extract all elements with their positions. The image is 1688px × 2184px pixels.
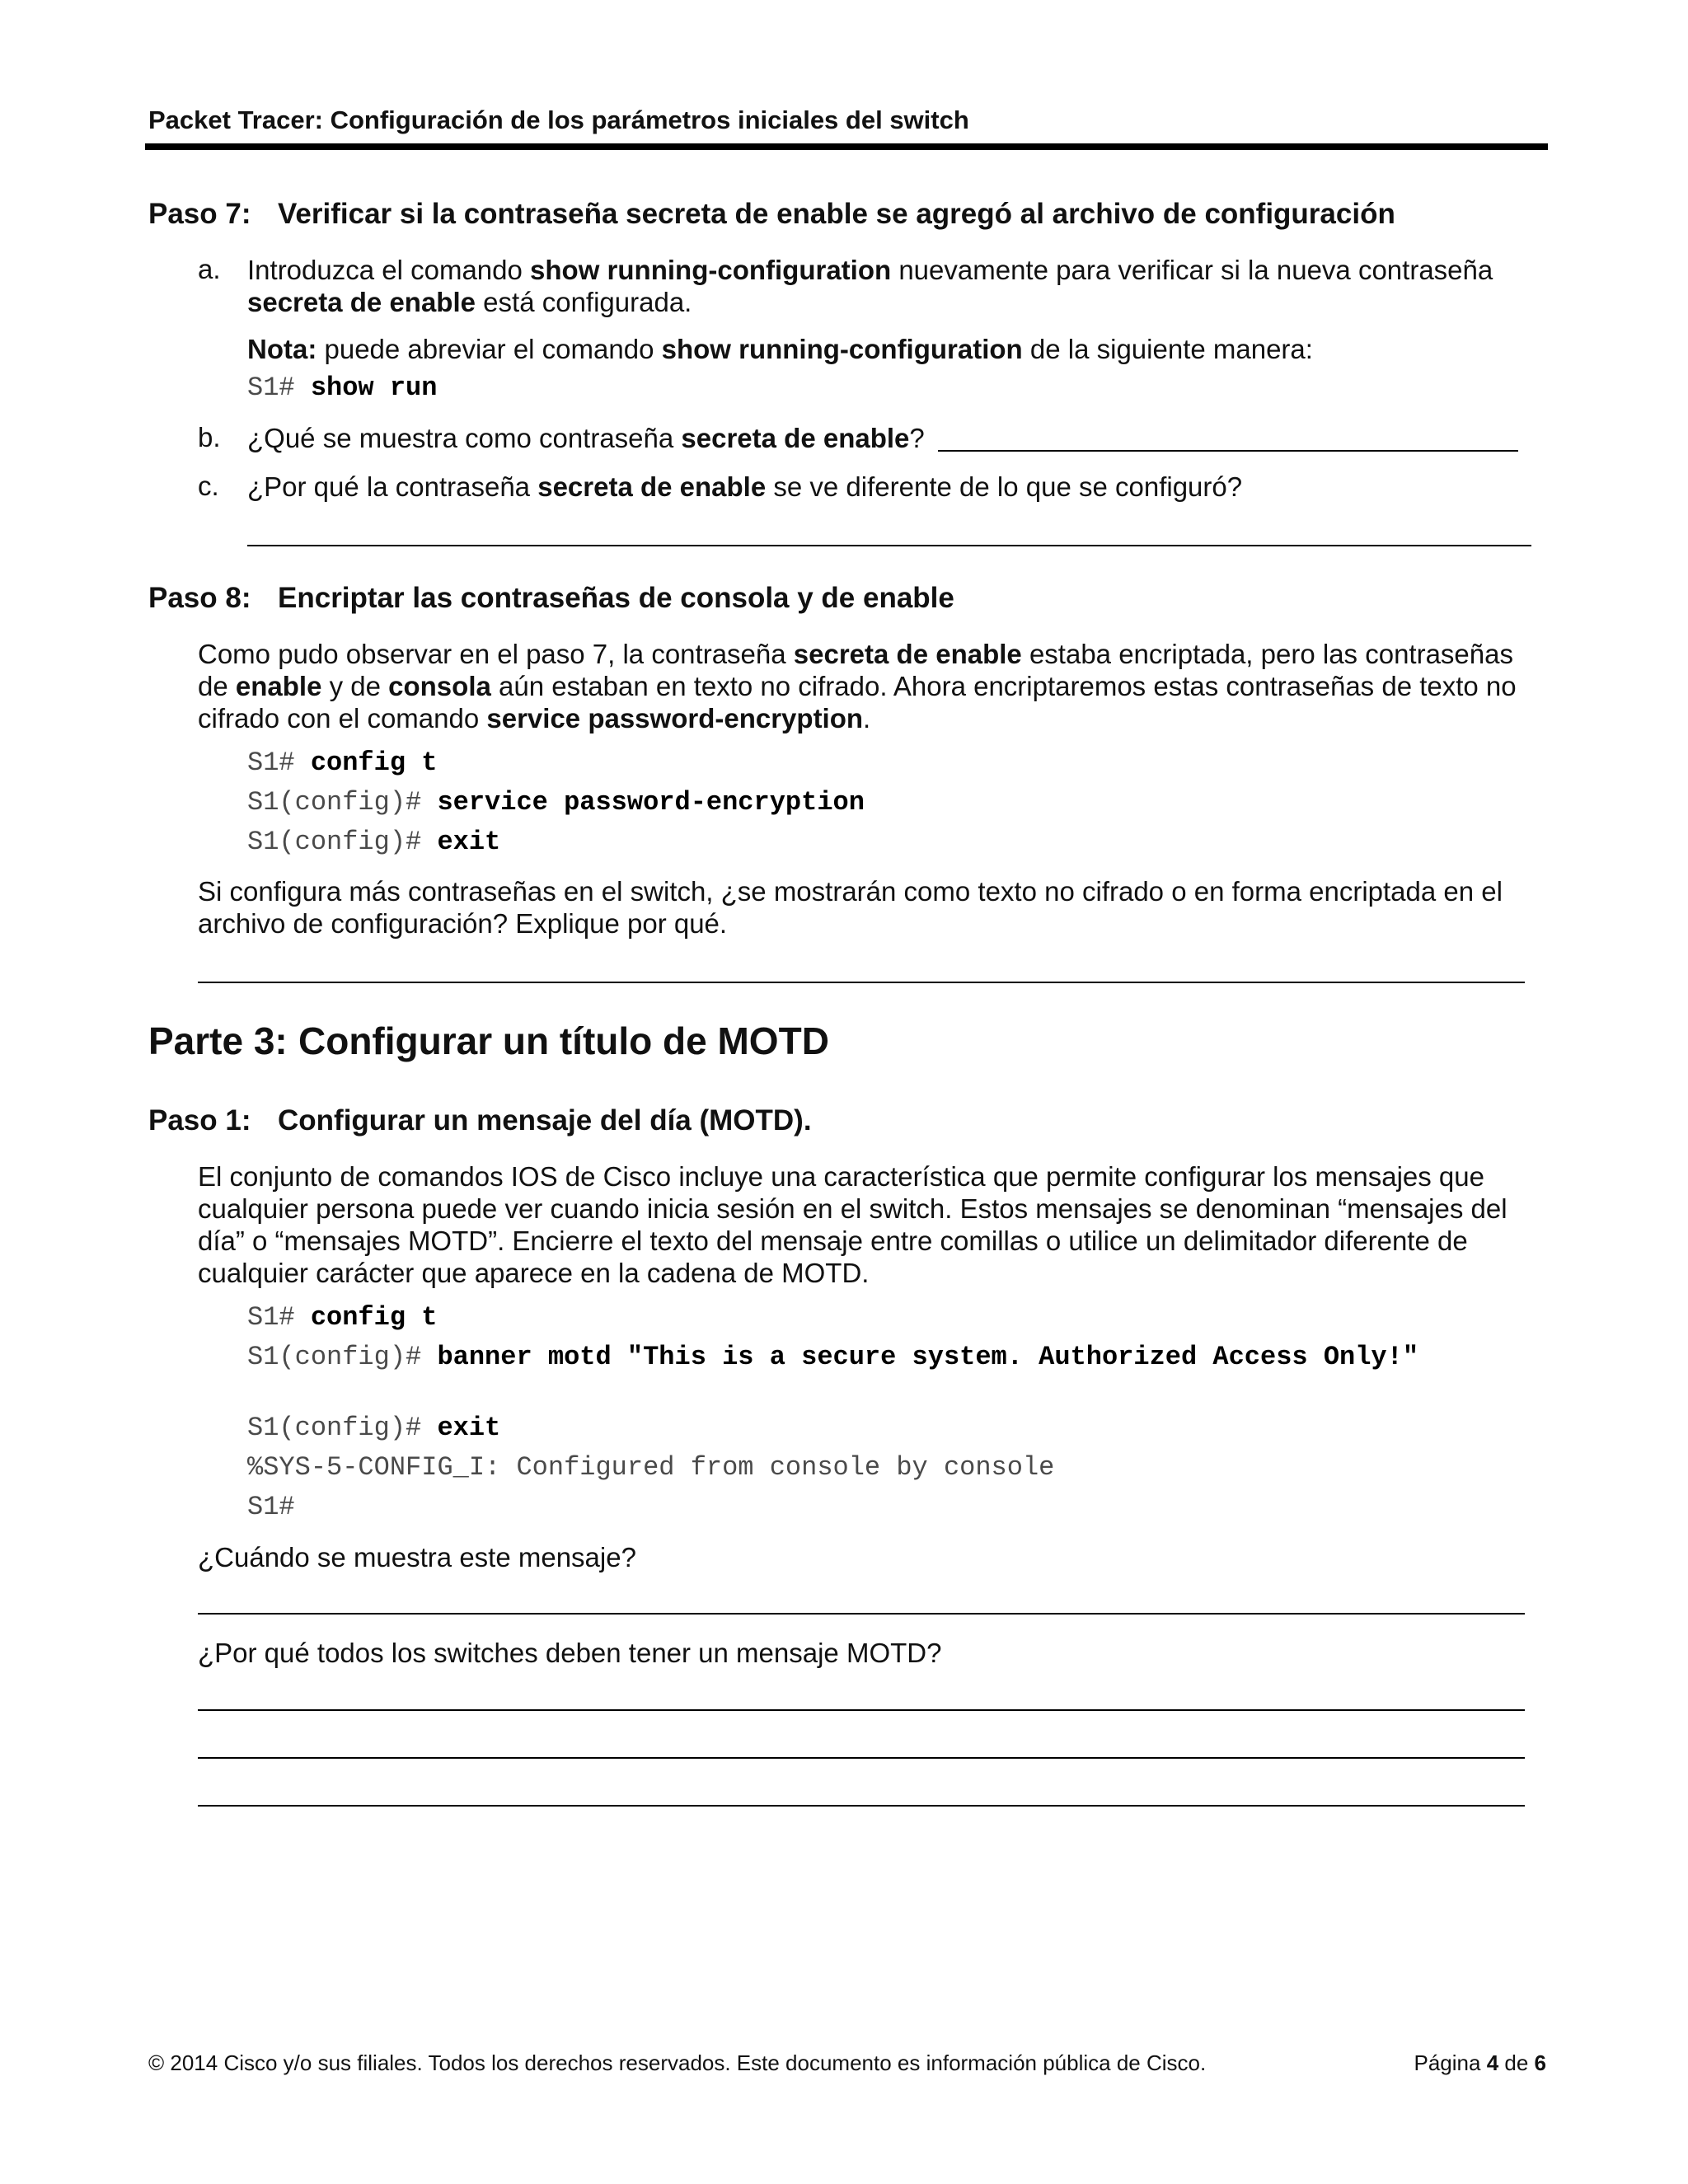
- paso8-heading: [148, 582, 954, 615]
- header-rule: [145, 143, 1548, 150]
- item-b-letter: b.: [198, 422, 221, 452]
- paso8-question: Si configura más contraseñas en el switch, ¿se mostrarán como texto no cifrado o en forma encriptada en el archivo de configuración? Explique por qué.: [198, 876, 1503, 939]
- paso1-heading: [148, 1104, 812, 1137]
- page-header: Packet Tracer: Configuración de los parámetros iniciales del switch: [148, 105, 969, 134]
- cmd-exit: S1(config)# exit: [247, 827, 501, 857]
- console-output: %SYS-5-CONFIG_I: Configured from console by console: [247, 1452, 1055, 1483]
- footer-copyright: © 2014 Cisco y/o sus filiales. Todos los derechos reservados. Este documento es información pública de Cisco.: [148, 2050, 1207, 2075]
- paso7-title: Verificar si la contraseña secreta de enable se agregó al archivo de configuración: [278, 198, 1395, 230]
- parte3-title: Configurar un título de MOTD: [298, 1019, 829, 1062]
- paso7-number: Paso 7:: [148, 198, 251, 230]
- console-prompt: S1#: [247, 1492, 295, 1522]
- note-text: Nota: puede abreviar el comando show running-configuration de la siguiente manera:: [247, 334, 1313, 364]
- paso7-heading: [148, 198, 1395, 231]
- paso8-number: Paso 8:: [148, 582, 251, 614]
- cmd-banner-motd: S1(config)# banner motd "This is a secure system. Authorized Access Only!": [247, 1342, 1419, 1372]
- answer-line-why-2[interactable]: [198, 1757, 1525, 1759]
- cmd-show-run: S1# show run: [247, 373, 438, 403]
- answer-line-c[interactable]: [247, 545, 1531, 546]
- item-c-letter: c.: [198, 471, 219, 501]
- question-when: ¿Cuándo se muestra este mensaje?: [198, 1542, 636, 1572]
- parte3-number: Parte 3:: [148, 1019, 288, 1062]
- cmd-exit-2: S1(config)# exit: [247, 1413, 501, 1443]
- answer-line-why-1[interactable]: [198, 1709, 1525, 1711]
- question-why: ¿Por qué todos los switches deben tener un mensaje MOTD?: [198, 1638, 942, 1668]
- answer-line-when[interactable]: [198, 1613, 1525, 1615]
- footer-page-number: Página 4 de 6: [1414, 2050, 1546, 2075]
- item-a-text: Introduzca el comando show running-configuration nuevamente para verificar si la nueva contraseña secreta de enable está configurada.: [247, 255, 1493, 317]
- answer-line-b[interactable]: [938, 450, 1518, 452]
- answer-line-why-3[interactable]: [198, 1805, 1525, 1807]
- cmd-config-t: S1# config t: [247, 748, 438, 778]
- parte3-heading: [148, 1019, 829, 1063]
- paso1-title: Configurar un mensaje del día (MOTD).: [278, 1104, 812, 1137]
- cmd-service-password-encryption: S1(config)# service password-encryption: [247, 787, 865, 818]
- paso8-paragraph: Como pudo observar en el paso 7, la contraseña secreta de enable estaba encriptada, pero las contraseñas de enable y de consola aún estaban en texto no cifrado. Ahora encriptaremos estas contraseñas de texto no cifrado con el comando service password-encryption.: [198, 639, 1517, 733]
- cmd-config-t-2: S1# config t: [247, 1302, 438, 1333]
- item-b-text: ¿Qué se muestra como contraseña secreta de enable?: [247, 423, 925, 453]
- paso8-title: Encriptar las contraseñas de consola y de enable: [278, 582, 954, 614]
- paso1-paragraph: El conjunto de comandos IOS de Cisco incluye una característica que permite configurar los mensajes que cualquier persona puede ver cuando inicia sesión en el switch. Estos mensajes se denominan “mensajes del día” o “mensajes MOTD”. Encierre el texto del mensaje entre comillas o utilice un delimitador diferente de cualquier carácter que aparece en la cadena de MOTD.: [198, 1161, 1507, 1288]
- paso1-number: Paso 1:: [148, 1104, 251, 1137]
- item-a-letter: a.: [198, 254, 221, 284]
- item-c-text: ¿Por qué la contraseña secreta de enable se ve diferente de lo que se configuró?: [247, 471, 1243, 502]
- answer-line-paso8[interactable]: [198, 982, 1525, 983]
